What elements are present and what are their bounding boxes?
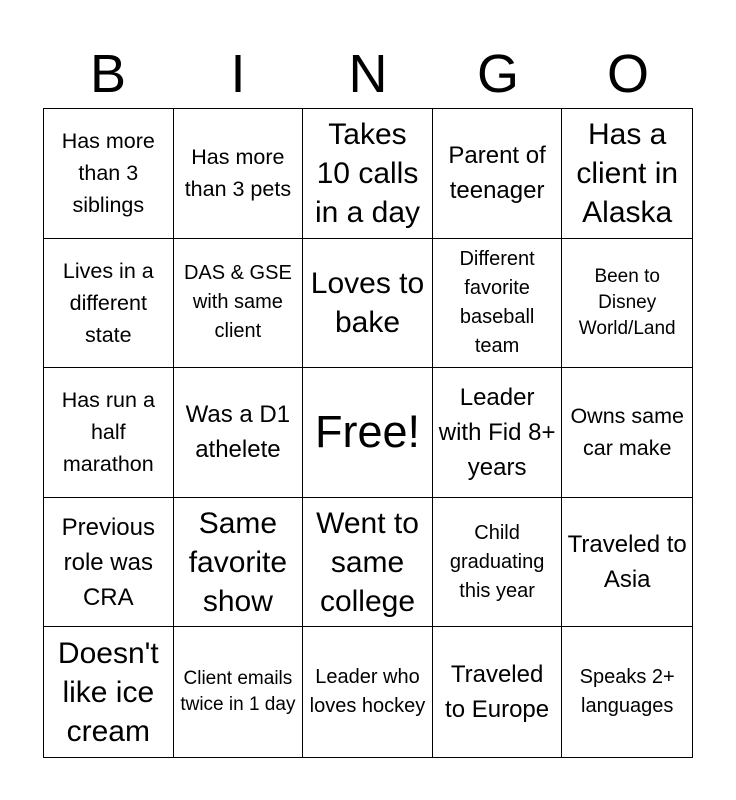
cell-text: Been to Disney World/Land xyxy=(578,265,676,339)
bingo-cell[interactable] xyxy=(562,368,692,498)
header-letter-g: G xyxy=(476,44,519,104)
bingo-cell[interactable] xyxy=(562,627,692,757)
bingo-cell[interactable] xyxy=(433,498,563,628)
bingo-cell[interactable] xyxy=(433,109,563,239)
cell-text: Has more than 3 siblings xyxy=(61,129,155,218)
bingo-cell[interactable] xyxy=(433,239,563,369)
header-letter-b: B xyxy=(89,44,127,104)
free-space-text: Free! xyxy=(314,406,420,458)
bingo-cell[interactable] xyxy=(562,109,692,239)
bingo-cell[interactable] xyxy=(174,627,304,757)
cell-text: Leader who loves hockey xyxy=(309,666,426,718)
bingo-cell[interactable] xyxy=(44,109,174,239)
bingo-cell[interactable] xyxy=(303,109,433,239)
cell-text: Lives in a different state xyxy=(62,258,154,347)
cell-text: Owns same car make xyxy=(570,404,684,461)
cell-text: Takes 10 calls in a day xyxy=(314,117,421,229)
cell-text: Has run a half marathon xyxy=(61,388,155,477)
bingo-cell[interactable] xyxy=(174,498,304,628)
cell-text: Was a D1 athelete xyxy=(185,401,291,464)
bingo-cell[interactable] xyxy=(44,368,174,498)
cell-text: Loves to bake xyxy=(310,266,425,339)
bingo-cell[interactable] xyxy=(44,498,174,628)
cell-text: Same favorite show xyxy=(188,506,288,618)
cell-text: Different favorite baseball team xyxy=(459,247,535,357)
cell-text: DAS & GSE with same client xyxy=(183,262,292,343)
bingo-cell[interactable] xyxy=(562,498,692,628)
bingo-cell[interactable] xyxy=(174,109,304,239)
free-space-cell[interactable] xyxy=(303,368,433,498)
cell-text: Speaks 2+ languages xyxy=(579,666,675,718)
cell-text: Went to same college xyxy=(316,506,419,618)
bingo-cell[interactable] xyxy=(174,239,304,369)
bingo-cell[interactable] xyxy=(433,368,563,498)
cell-text: Parent of teenager xyxy=(448,142,546,205)
bingo-header xyxy=(43,40,693,108)
header-letter-i: I xyxy=(230,44,246,104)
bingo-cell[interactable] xyxy=(303,498,433,628)
bingo-cell[interactable] xyxy=(44,239,174,369)
cell-text: Child graduating this year xyxy=(449,521,545,602)
header-letter-o: O xyxy=(606,44,649,104)
cell-text: Traveled to Asia xyxy=(567,531,687,594)
bingo-cell[interactable] xyxy=(433,627,563,757)
cell-text: Client emails twice in 1 day xyxy=(180,668,296,716)
bingo-cell[interactable] xyxy=(44,627,174,757)
cell-text: Has more than 3 pets xyxy=(184,145,292,202)
cell-text: Traveled to Europe xyxy=(445,661,550,724)
header-letter-n: N xyxy=(348,44,388,104)
cell-text: Previous role was CRA xyxy=(61,513,155,611)
cell-text: Doesn't like ice cream xyxy=(57,636,159,748)
bingo-board xyxy=(43,108,693,758)
bingo-cell[interactable] xyxy=(174,368,304,498)
bingo-cell[interactable] xyxy=(562,239,692,369)
cell-text: Has a client in Alaska xyxy=(576,117,679,229)
cell-text: Leader with Fid 8+ years xyxy=(438,383,556,481)
bingo-cell[interactable] xyxy=(303,627,433,757)
bingo-cell[interactable] xyxy=(303,239,433,369)
